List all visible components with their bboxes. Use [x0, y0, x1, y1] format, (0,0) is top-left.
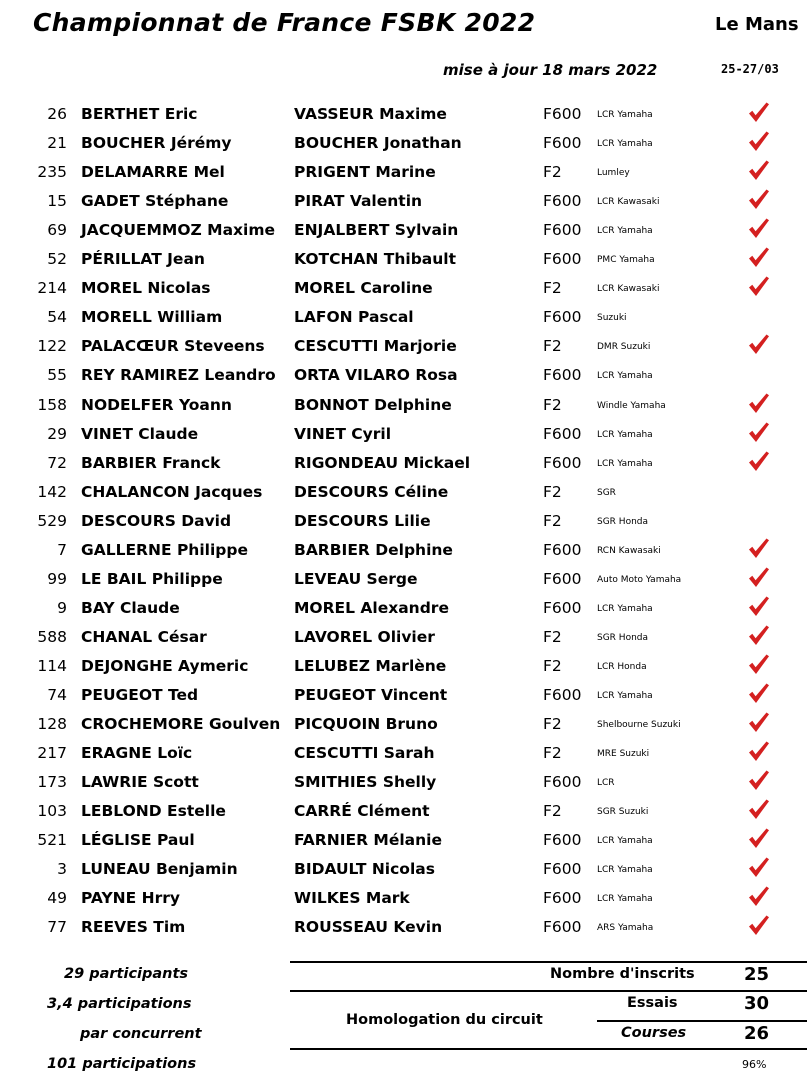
team-name: LCR Kawasaki: [597, 284, 660, 295]
checkmark-icon: [746, 797, 770, 821]
category: F600: [543, 366, 582, 385]
entry-row: [0, 682, 807, 711]
team-name: LCR Yamaha: [597, 603, 653, 614]
rider-2-name: PRIGENT Marine: [294, 163, 436, 182]
entry-row: [0, 130, 807, 159]
rider-1-name: DESCOURS David: [81, 511, 232, 530]
homologation-percent: 96%: [742, 1058, 767, 1071]
entry-number: 114: [37, 656, 67, 675]
team-name: LCR Yamaha: [597, 371, 653, 382]
rider-2-name: CESCUTTI Marjorie: [294, 337, 457, 356]
category: F2: [543, 482, 562, 501]
category: F600: [543, 192, 582, 211]
checkmark-icon: [746, 681, 770, 705]
category: F2: [543, 511, 562, 530]
checkmark-icon: [746, 129, 770, 153]
rider-1-name: NODELFER Yoann: [81, 395, 232, 414]
total-participations: 101 participations: [47, 1056, 197, 1072]
entry-row: [0, 479, 807, 508]
divider-essais: [597, 1020, 807, 1022]
checkmark-icon: [746, 826, 770, 850]
entry-number: 99: [47, 569, 67, 588]
essais-label: Essais: [627, 995, 678, 1011]
entry-row: [0, 827, 807, 856]
team-name: Windle Yamaha: [597, 400, 666, 411]
team-name: DMR Suzuki: [597, 342, 651, 353]
entry-row: [0, 392, 807, 421]
checkmark-icon: [746, 420, 770, 444]
rider-2-name: SMITHIES Shelly: [294, 773, 437, 792]
entry-row: [0, 217, 807, 246]
category: F2: [543, 337, 562, 356]
entry-number: 72: [47, 453, 67, 472]
rider-1-name: MOREL Nicolas: [81, 279, 211, 298]
checkmark-icon: [746, 449, 770, 473]
category: F600: [543, 831, 582, 850]
rider-2-name: DESCOURS Lilie: [294, 511, 431, 530]
team-name: SGR Suzuki: [597, 807, 649, 818]
checkmark-icon: [746, 913, 770, 937]
rider-2-name: LELUBEZ Marlène: [294, 656, 447, 675]
category: F2: [543, 802, 562, 821]
entry-number: 122: [37, 337, 67, 356]
category: F600: [543, 918, 582, 937]
category: F2: [543, 279, 562, 298]
rider-2-name: BOUCHER Jonathan: [294, 134, 462, 153]
entry-number: 217: [37, 744, 67, 763]
category: F2: [543, 715, 562, 734]
rider-1-name: GADET Stéphane: [81, 192, 229, 211]
checkmark-icon: [746, 536, 770, 560]
rider-1-name: BERTHET Eric: [81, 105, 198, 123]
team-name: ARS Yamaha: [597, 923, 654, 934]
rider-2-name: KOTCHAN Thibault: [294, 250, 457, 269]
category: F600: [543, 686, 582, 704]
rider-1-name: MORELL William: [81, 308, 223, 327]
checkmark-icon: [746, 216, 770, 240]
divider-bottom: [290, 1048, 807, 1050]
checkmark-icon: [746, 391, 770, 415]
rider-2-name: RIGONDEAU Mickael: [294, 453, 471, 472]
rider-1-name: PAYNE Hrry: [81, 889, 180, 908]
checkmark-icon: [746, 652, 770, 676]
entry-row: [0, 566, 807, 595]
team-name: LCR Yamaha: [597, 139, 653, 150]
team-name: SGR Honda: [597, 632, 649, 643]
entry-number: 9: [57, 598, 67, 617]
team-name: Lumley: [597, 168, 630, 179]
entry-number: 529: [37, 511, 67, 530]
courses-value: 26: [744, 1023, 770, 1044]
rider-2-name: BARBIER Delphine: [294, 540, 453, 559]
team-name: RCN Kawasaki: [597, 545, 661, 556]
divider-inscrits: [290, 990, 807, 992]
entry-number: 15: [47, 192, 67, 211]
rider-1-name: BOUCHER Jérémy: [81, 134, 232, 153]
team-name: PMC Yamaha: [597, 255, 655, 266]
entry-number: 128: [37, 715, 67, 734]
team-name: LCR Yamaha: [597, 836, 653, 847]
rider-2-name: VASSEUR Maxime: [294, 105, 447, 123]
page-title: Championnat de France FSBK 2022: [33, 8, 536, 37]
entry-row: [0, 159, 807, 188]
category: F600: [543, 221, 582, 240]
rider-1-name: PÉRILLAT Jean: [81, 250, 205, 269]
checkmark-icon: [746, 332, 770, 356]
entry-number: 142: [37, 482, 67, 501]
entry-row: [0, 246, 807, 275]
event-dates: 25-27/03: [721, 62, 779, 76]
category: F600: [543, 773, 582, 792]
entry-number: 26: [47, 105, 67, 123]
category: F600: [543, 424, 582, 443]
entry-number: 7: [57, 540, 67, 559]
rider-1-name: REEVES Tim: [81, 918, 186, 937]
checkmark-icon: [746, 100, 770, 124]
entry-number: 54: [47, 308, 67, 327]
rider-2-name: BONNOT Delphine: [294, 395, 452, 414]
entry-row: [0, 333, 807, 362]
checkmark-icon: [746, 158, 770, 182]
category: F600: [543, 308, 582, 327]
category: F600: [543, 250, 582, 269]
category: F600: [543, 453, 582, 472]
entry-row: [0, 740, 807, 769]
entry-number: 21: [47, 134, 67, 153]
entry-row: [0, 595, 807, 624]
entry-number: 3: [57, 860, 67, 879]
team-name: SGR Honda: [597, 516, 649, 527]
inscrits-value: 25: [744, 964, 770, 985]
checkmark-icon: [746, 187, 770, 211]
rider-1-name: LAWRIE Scott: [81, 773, 199, 792]
team-name: LCR Yamaha: [597, 691, 653, 701]
entry-number: 77: [47, 918, 67, 937]
team-name: LCR: [597, 778, 615, 789]
courses-label: Courses: [621, 1025, 687, 1041]
checkmark-icon: [746, 594, 770, 618]
entry-number: 588: [37, 627, 67, 646]
homologation-label: Homologation du circuit: [346, 1012, 543, 1028]
entry-row: [0, 798, 807, 827]
entry-row: [0, 362, 807, 391]
category: F600: [543, 105, 582, 123]
category: F2: [543, 656, 562, 675]
entry-row: [0, 769, 807, 798]
entry-row: [0, 275, 807, 304]
rider-2-name: CESCUTTI Sarah: [294, 744, 435, 763]
entry-row: [0, 421, 807, 450]
rider-2-name: PIRAT Valentin: [294, 192, 423, 211]
checkmark-icon: [746, 739, 770, 763]
team-name: LCR Honda: [597, 661, 647, 672]
team-name: LCR Yamaha: [597, 865, 653, 876]
team-name: SGR: [597, 487, 616, 498]
entry-number: 103: [37, 802, 67, 821]
participants-count: 29 participants: [64, 966, 189, 982]
category: F600: [543, 134, 582, 153]
entry-row: [0, 914, 807, 943]
rider-1-name: PEUGEOT Ted: [81, 686, 199, 704]
team-name: LCR Yamaha: [597, 429, 653, 440]
rider-1-name: PALACŒUR Steveens: [81, 337, 265, 356]
rider-1-name: BARBIER Franck: [81, 453, 221, 472]
rider-1-name: LEBLOND Estelle: [81, 802, 226, 821]
rider-1-name: BAY Claude: [81, 598, 180, 617]
rider-1-name: LE BAIL Philippe: [81, 569, 223, 588]
category: F600: [543, 860, 582, 879]
entry-number: 235: [37, 163, 67, 182]
entry-row: [0, 304, 807, 333]
entry-number: 29: [47, 424, 67, 443]
rider-2-name: PICQUOIN Bruno: [294, 715, 438, 734]
entry-row: [0, 537, 807, 566]
rider-2-name: FARNIER Mélanie: [294, 831, 442, 850]
rider-2-name: ENJALBERT Sylvain: [294, 221, 459, 240]
rider-2-name: CARRÉ Clément: [294, 802, 430, 821]
inscrits-label: Nombre d'inscrits: [550, 966, 695, 982]
rider-1-name: VINET Claude: [81, 424, 199, 443]
rider-1-name: DELAMARRE Mel: [81, 163, 225, 182]
entry-row: [0, 711, 807, 740]
entry-row: [0, 101, 807, 130]
category: F2: [543, 627, 562, 646]
category: F2: [543, 744, 562, 763]
rider-2-name: LAVOREL Olivier: [294, 627, 435, 646]
category: F2: [543, 395, 562, 414]
team-name: LCR Yamaha: [597, 110, 653, 120]
update-date: mise à jour 18 mars 2022: [443, 61, 658, 79]
rider-2-name: ROUSSEAU Kevin: [294, 918, 443, 937]
rider-2-name: MOREL Caroline: [294, 279, 433, 298]
entry-row: [0, 188, 807, 217]
team-name: LCR Yamaha: [597, 458, 653, 469]
entry-row: [0, 508, 807, 537]
rider-2-name: MOREL Alexandre: [294, 598, 449, 617]
rider-2-name: VINET Cyril: [294, 424, 392, 443]
rider-2-name: BIDAULT Nicolas: [294, 860, 435, 879]
rider-2-name: WILKES Mark: [294, 889, 410, 908]
category: F600: [543, 540, 582, 559]
essais-value: 30: [744, 993, 770, 1014]
category: F2: [543, 163, 562, 182]
entry-number: 69: [47, 221, 67, 240]
checkmark-icon: [746, 855, 770, 879]
rider-1-name: CROCHEMORE Goulven: [81, 715, 281, 734]
checkmark-icon: [746, 274, 770, 298]
rider-2-name: LAFON Pascal: [294, 308, 414, 327]
rider-1-name: CHALANCON Jacques: [81, 482, 263, 501]
rider-1-name: ERAGNE Loïc: [81, 744, 193, 763]
rider-1-name: JACQUEMMOZ Maxime: [81, 221, 276, 240]
participations-per: 3,4 participations: [47, 996, 192, 1012]
checkmark-icon: [746, 884, 770, 908]
rider-2-name: DESCOURS Céline: [294, 482, 449, 501]
entry-number: 74: [47, 686, 67, 704]
team-name: LCR Kawasaki: [597, 197, 660, 208]
rider-2-name: PEUGEOT Vincent: [294, 686, 448, 704]
entry-number: 158: [37, 395, 67, 414]
checkmark-icon: [746, 245, 770, 269]
rider-1-name: GALLERNE Philippe: [81, 540, 248, 559]
rider-1-name: REY RAMIREZ Leandro: [81, 366, 276, 385]
checkmark-icon: [746, 623, 770, 647]
rider-2-name: ORTA VILARO Rosa: [294, 366, 458, 385]
team-name: LCR Yamaha: [597, 894, 653, 905]
rider-2-name: LEVEAU Serge: [294, 569, 418, 588]
category: F600: [543, 598, 582, 617]
rider-1-name: DEJONGHE Aymeric: [81, 656, 249, 675]
checkmark-icon: [746, 710, 770, 734]
entry-number: 55: [47, 366, 67, 385]
team-name: Auto Moto Yamaha: [597, 574, 682, 585]
per-competitor: par concurrent: [80, 1026, 202, 1042]
entry-row: [0, 856, 807, 885]
category: F600: [543, 889, 582, 908]
checkmark-icon: [746, 565, 770, 589]
event-location: Le Mans: [715, 14, 799, 35]
entry-row: [0, 624, 807, 653]
team-name: MRE Suzuki: [597, 749, 650, 760]
checkmark-icon: [746, 768, 770, 792]
entry-row: [0, 885, 807, 914]
category: F600: [543, 569, 582, 588]
entry-number: 173: [37, 773, 67, 792]
entry-number: 49: [47, 889, 67, 908]
rider-1-name: LUNEAU Benjamin: [81, 860, 238, 879]
team-name: LCR Yamaha: [597, 226, 653, 237]
rider-1-name: LÉGLISE Paul: [81, 831, 195, 850]
divider-top: [290, 961, 807, 963]
entry-row: [0, 653, 807, 682]
entry-number: 521: [37, 831, 67, 850]
entry-number: 214: [37, 279, 67, 298]
entry-row: [0, 450, 807, 479]
rider-1-name: CHANAL César: [81, 627, 207, 646]
team-name: Suzuki: [597, 313, 627, 324]
entry-number: 52: [47, 250, 67, 269]
team-name: Shelbourne Suzuki: [597, 720, 681, 731]
